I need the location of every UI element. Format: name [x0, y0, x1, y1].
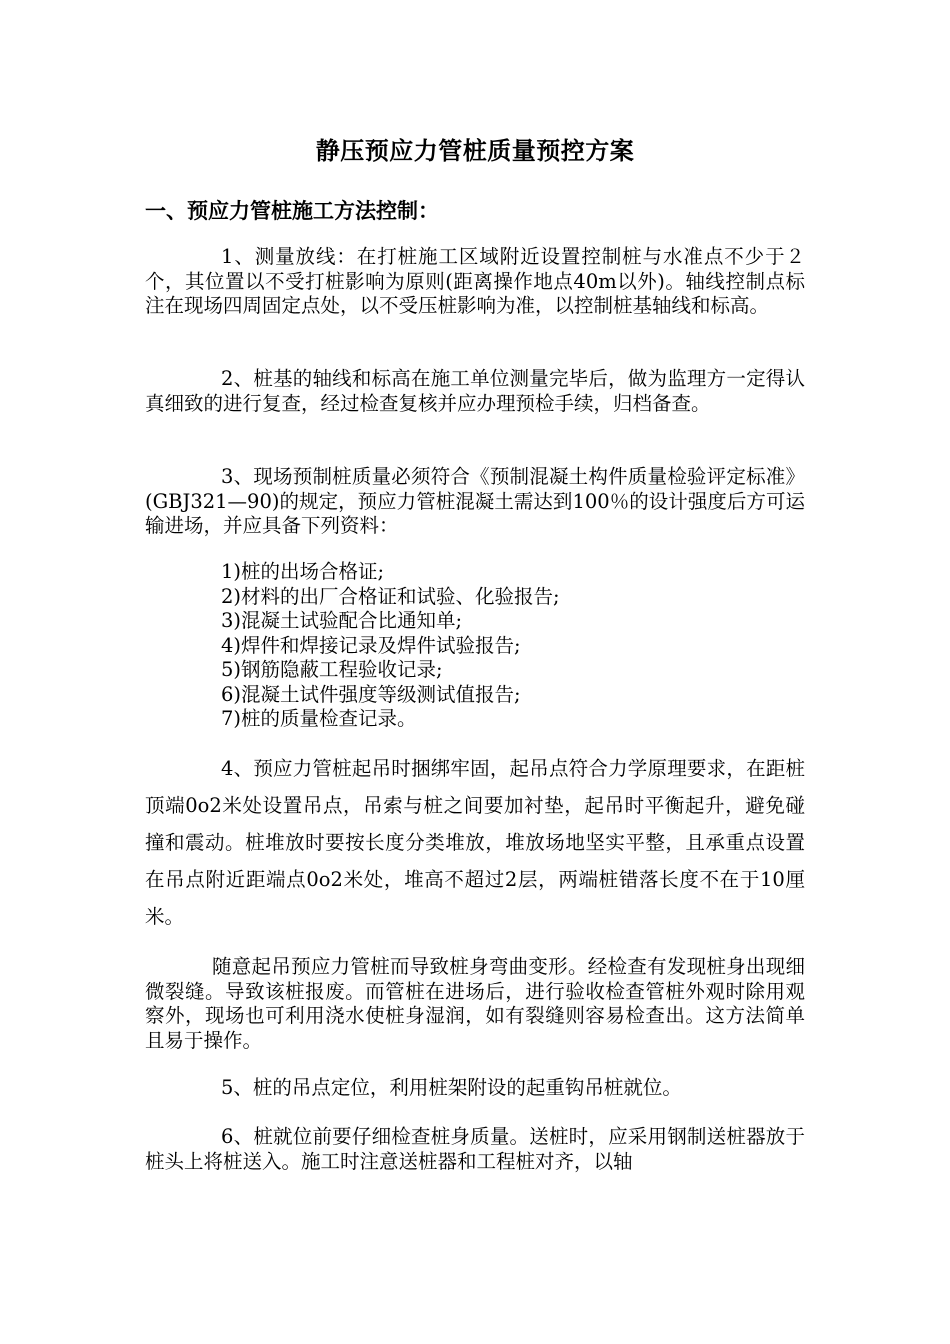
list-item: 7)桩的质量检查记录。	[221, 707, 417, 730]
paragraph-lifting: 4、预应力管桩起吊时捆绑牢固，起吊点符合力学原理要求，在距桩顶端0o2米处设置吊点，吊索与桩之间要加衬垫，起吊时平衡起升，避免碰撞和震动。桩堆放时要按长度分类堆放，堆放场地坚实平整，且承重点设置在吊点附近距端点0o2米处，堆高不超过2层，两端桩错落长度不在于10厘米。	[145, 757, 805, 928]
list-item: 5)钢筋隐蔽工程验收记录;	[221, 658, 443, 681]
paragraph-precast-standard: 3、现场预制桩质量必须符合《预制混凝土构件质量检验评定标准》(GBJ321—90)的规定，预应力管桩混凝土需达到100％的设计强度后方可运输进场，并应具备下列资料：	[145, 465, 805, 537]
paragraph-axis-review: 2、桩基的轴线和标高在施工单位测量完毕后，做为监理方一定得认真细致的进行复查，经过检查复核并应办理预检手续，归档备查。	[145, 367, 805, 415]
list-item: 6)混凝土试件强度等级测试值报告;	[221, 682, 521, 706]
materials-list	[221, 560, 560, 732]
paragraph-crack-inspection: 随意起吊预应力管桩而导致桩身弯曲变形。经检查有发现桩身出现细微裂缝。导致该桩报废。而管桩在进场后，进行验收检查管桩外观时除用观察外，现场也可利用浇水使桩身湿润，如有裂缝则容易检查出。这方法简单且易于操作。	[145, 955, 805, 1052]
paragraph-hoist-positioning: 5、桩的吊点定位，利用桩架附设的起重钩吊桩就位。	[221, 1076, 682, 1099]
list-item: 4)焊件和焊接记录及焊件试验报告;	[221, 633, 521, 657]
document-title: 静压预应力管桩质量预控方案	[315, 136, 635, 165]
list-item: 1)桩的出场合格证;	[221, 560, 385, 583]
list-item: 2)材料的出厂合格证和试验、化验报告;	[221, 584, 560, 608]
section-heading: 一、预应力管桩施工方法控制：	[145, 198, 439, 223]
paragraph-pile-inspection: 6、桩就位前要仔细检查桩身质量。送桩时，应采用钢制送桩器放于桩头上将桩送入。施工时注意送桩器和工程桩对齐，以轴	[145, 1125, 805, 1173]
list-item: 3)混凝土试验配合比通知单;	[221, 609, 463, 632]
paragraph-survey: 1、测量放线：在打桩施工区域附近设置控制桩与水准点不少于２个，其位置以不受打桩影响为原则(距离操作地点40m以外)。轴线控制点标注在现场四周固定点处，以不受压桩影响为准，以控制桩基轴线和标高。	[145, 245, 805, 317]
